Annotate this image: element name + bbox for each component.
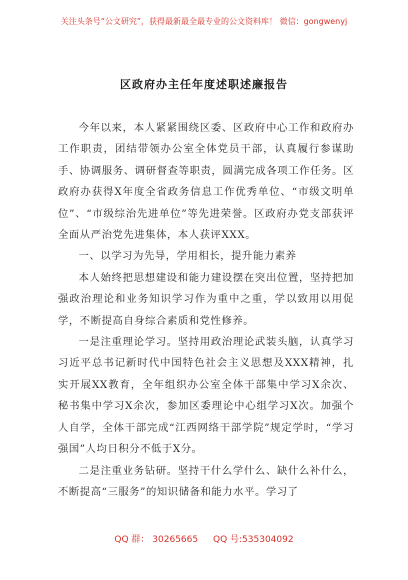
document-body: [58, 118, 354, 503]
document-title: 区政府办主任年度述职述廉报告: [120, 78, 288, 91]
header-banner: 关注头条号“公文研究”，获得最新最全最专业的公文资料库！ 微信：gongwenyj: [60, 17, 348, 26]
footer-contact: [0, 532, 408, 545]
paragraph: 一是注重理论学习。坚持用政治理论武装头脑，认真学习习近平总书记新时代中国特色社会主义思想及XXX精神，扎实开展XX教育，全年组织办公室全体干部集中学习X余次、秘书集中学习X余次，参加区委理论中心组学习X次。加强个人自学，全体干部完成“江西网络干部学院”规定学时，“学习强国”人均日积分不低于X分。: [58, 336, 354, 456]
qq-number: QQ 号:535304092: [212, 535, 294, 545]
paragraph: 本人始终把思想建设和能力建设摆在突出位置，坚持把加强政治理论和业务知识学习作为重中之重，学以致用以用促学，不断提高自身综合素质和党性修养。: [58, 271, 354, 327]
section-heading: 一、以学习为先导，学用相长，提升能力素养: [78, 250, 297, 263]
paragraph-intro: 今年以来，本人紧紧围绕区委、区政府中心工作和政府办工作职责，团结带领办公室全体党员干部，认真履行参谋助手、协调服务、调研督查等职责，圆满完成各项工作任务。区政府办获得X年度全省政务信息工作优秀单位、“市级文明单位”、“市级综治先进单位”等先进荣誉。区政府办党支部获评全面从严治党先进集体，本人获评XXX。: [58, 122, 354, 242]
qq-group: QQ 群： 30265665: [114, 535, 199, 545]
paragraph: 二是注重业务钻研。坚持干什么学什么、缺什么补什么，不断提高“三服务”的知识储备和能力水平。学习了: [58, 464, 354, 498]
